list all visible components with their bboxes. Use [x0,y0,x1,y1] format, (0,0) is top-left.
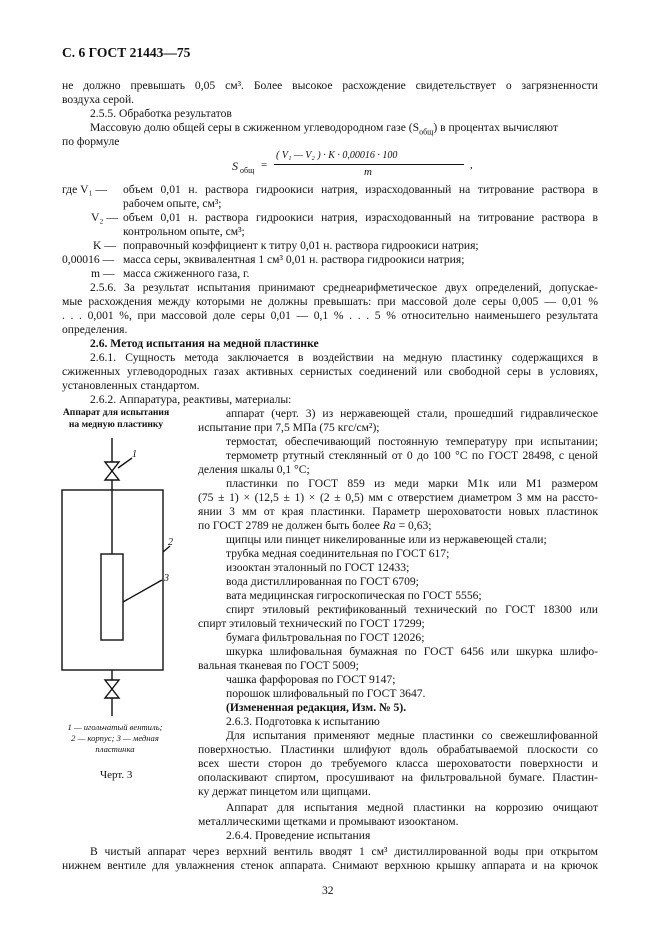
formula-symbol: S [232,159,238,173]
text-line: сжиженных углеводородных газах активных сернистых соединений или свободной серы в условиях, [62,365,598,378]
text-line: порошок шлифовальный по ГОСТ 3647. [226,687,426,700]
text-line: масса серы, эквивалентная 1 см³ 0,01 н. раствора гидроокиси натрия; [123,253,465,266]
text-line: вода дистиллированная по ГОСТ 6709; [226,575,419,588]
text-line: вальная тканевая по ГОСТ 5009; [198,659,359,672]
text-line: металлическими щетками и промывают изооктаном. [198,815,459,828]
text-line: 2.6.2. Аппаратура, реактивы, материалы: [90,393,292,406]
text-line: масса сжиженного газа, г. [123,267,250,280]
text-fragment: Ra [382,519,396,532]
marker-3: 3 [164,573,169,584]
text-line: деления шкалы 0,1 °С; [198,463,310,476]
amendment-note: (Измененная редакция, Изм. № 5). [226,701,407,714]
formula [232,150,492,184]
formula-comma: , [470,159,473,171]
text-line: трубка медная соединительная по ГОСТ 617; [226,547,450,560]
text-fragment: по ГОСТ 2789 не должен быть более [198,519,383,532]
formula-subscript: общ [240,166,255,175]
text-line: не должно превышать 0,05 см³. Более высокое расхождение свидетельствует о загрязненности [62,79,598,92]
text-fragment: = 0,63; [395,519,432,532]
formula-denominator: m [364,166,372,178]
text-line: шкурка шлифовальная бумажная по ГОСТ 6456 или шкурка шлифо- [226,645,598,658]
text-line: поверхностью. Пластинки шлифуют вдоль обрабатываемой плоскости со [198,743,598,756]
text-line: объем 0,01 н. раствора гидроокиси натрия, израсходованный на титрование раствора в [123,183,598,196]
page-number: 32 [322,884,334,897]
text-line: объем 0,01 н. раствора гидроокиси натрия, израсходованный на титрование раствора в [123,211,598,224]
text-line: 2.6.1. Сущность метода заключается в воздействии на медную пластинку содержащихся в [90,351,598,364]
top-valve-icon-lower [105,471,119,480]
figure-caption-line: на медную пластинку [68,419,164,430]
text-line: спирт этиловый технический по ГОСТ 17299; [198,617,425,630]
text-line: испытание при 7,5 МПа (75 кгс/см²); [198,421,380,434]
text-line: аппарат (черт. 3) из нержавеющей стали, прошедший гидравлическое [226,407,598,420]
text-line: В чистый аппарат через верхний вентиль вводят 1 см³ дистиллированной воды при открытом [90,845,598,858]
text-line: ку держат пинцетом или щипцами. [198,785,371,798]
text-line: мые расхождения между которыми не должны превышать: при массовой доле серы 0,005 — 0,01 % [62,295,598,308]
text-line: всех шести сторон до требуемого класса шероховатости поверхности и [198,757,598,770]
where-label: V₂ — [91,211,118,224]
text-line: контрольном опыте, см³; [123,225,245,238]
text-line: . . . 0,001 %, при массовой доле серы 0,01 — 0,1 % . . . 5 % относительно наименьшего результата [62,309,598,322]
text-line: рабочем опыте, см³; [123,197,222,210]
text-line: янии 3 мм от края пластинки. Параметр шероховатости новых пластинок [198,505,598,518]
bottom-valve-icon [105,680,119,689]
figure-legend-line: 2 — корпус; 3 — медная [71,733,159,743]
text-line: спирт этиловый ректификованный технический по ГОСТ 18300 или [226,603,598,616]
text-line: вата медицинская гигроскопическая по ГОСТ 5556; [226,589,482,602]
marker-1: 1 [132,449,137,460]
page-header: С. 6 ГОСТ 21443—75 [62,45,191,60]
text-line: Для испытания применяют медные пластинки со свежешлифованной [226,729,598,742]
text-line: воздуха серой. [62,93,135,106]
text-line [90,121,598,139]
figure-legend-line: 1 — игольчатый вентиль; [67,722,163,732]
text-line: по формуле [62,135,120,148]
text-line: термостат, обеспечивающий постоянную температуру при испытании; [226,435,598,448]
figure-caption-line: Аппарат для испытания [62,407,170,418]
text-fragment: Массовую долю общей серы в сжиженном углеводородном газе (S [90,121,420,134]
text-line: нижнем вентиле для увлажнения стенок аппарата. Снимают верхнюю крышку аппарата и на крючок [62,859,598,872]
text-fragment: ) в процентах вычисляют [433,121,558,134]
subsection-heading: 2.6.3. Подготовка к испытанию [226,715,380,728]
leader-line-3 [123,580,162,602]
where-label: K — [93,239,116,252]
text-line: термометр ртутный стеклянный от 0 до 100 °С по ГОСТ 28498, с ценой [226,449,598,462]
subsection-heading: 2.5.5. Обработка результатов [90,107,232,120]
top-valve-icon [105,462,119,471]
section-heading: 2.6. Метод испытания на медной пластинке [90,337,319,350]
text-line: установленных стандартом. [62,379,200,392]
text-line: поправочный коэффициент к титру 0,01 н. раствора гидроокиси натрия; [123,239,479,252]
where-label: m — [91,267,115,280]
text-line: (75 ± 1) × (12,5 ± 1) × (2 ± 0,5) мм с отверстием диаметром 3 мм на рассто- [198,491,598,504]
figure-label: Черт. 3 [100,769,133,781]
text-line: 2.5.6. За результат испытания принимают среднеарифметическое двух определений, допускае- [90,281,598,294]
text-line: щипцы или пинцет никелированные или из нержавеющей стали; [226,533,547,546]
text-line: Аппарат для испытания медной пластинки на коррозию очищают [226,801,598,814]
bottom-valve-icon-lower [105,689,119,698]
subscript: общ [419,127,434,137]
text-line: изооктан эталонный по ГОСТ 12433; [226,561,410,574]
copper-plate [101,554,123,640]
where-label: 0,00016 — [62,253,115,266]
formula-numerator: ( V₁ — V₂ ) · K · 0,00016 · 100 [276,150,398,161]
formula-equals: = [261,159,268,171]
figure-legend-line: пластинка [95,744,135,754]
fraction-bar [274,164,464,165]
where-label: где V₁ — [62,183,108,196]
leader-line-1 [118,458,132,468]
subsection-heading: 2.6.4. Проведение испытания [226,829,371,842]
text-line: пластинки по ГОСТ 859 из меди марки М1к или М1 размером [226,477,598,490]
text-line: чашка фарфоровая по ГОСТ 9147; [226,673,396,686]
text-line: ополаскивают спиртом, просушивают на фильтровальной бумаге. Пластин- [198,771,598,784]
text-line: бумага фильтровальная по ГОСТ 12026; [226,631,425,644]
text-line [198,519,432,533]
text-line: определения. [62,323,128,336]
marker-2: 2 [168,537,173,548]
